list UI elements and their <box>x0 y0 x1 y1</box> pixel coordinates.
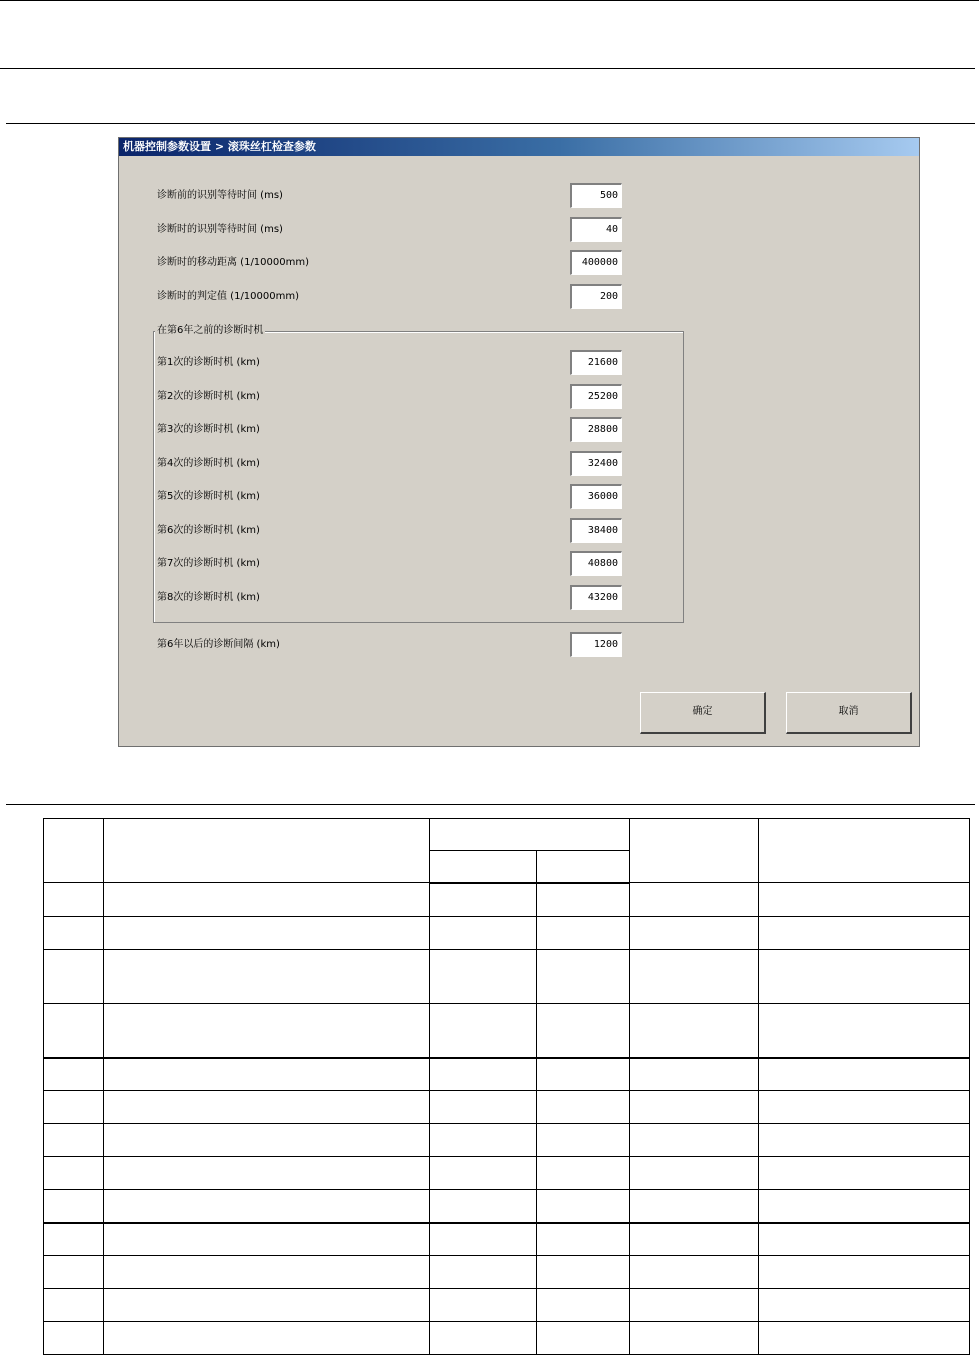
timing-label: 第8次的诊断时机 (km) <box>157 592 260 603</box>
table-cell <box>630 1190 759 1223</box>
param-label: 诊断时的识别等待时间 (ms) <box>157 224 283 235</box>
ok-button[interactable]: 确定 <box>640 692 766 734</box>
param-input[interactable]: 40 <box>570 217 622 242</box>
table-cell <box>44 1004 104 1058</box>
table-cell <box>430 950 537 1004</box>
dialog-title: 机器控制参数设置 > 滚珠丝杠检查参数 <box>119 138 919 156</box>
param-label: 诊断时的判定值 (1/10000mm) <box>157 291 300 302</box>
table-cell <box>759 1322 970 1355</box>
table-cell <box>430 917 537 950</box>
interval-label: 第6年以后的诊断间隔 (km) <box>157 639 280 650</box>
table-row <box>44 1256 970 1289</box>
table-cell <box>104 917 430 950</box>
cancel-button[interactable]: 取消 <box>786 692 912 734</box>
table-cell <box>430 1124 537 1157</box>
header-cell <box>430 819 630 851</box>
table-cell <box>759 917 970 950</box>
param-label: 诊断时的移动距离 (1/10000mm) <box>157 257 310 268</box>
header-cell <box>537 851 630 883</box>
rule-4 <box>6 804 975 805</box>
header-cell <box>44 819 104 883</box>
param-input[interactable]: 200 <box>570 284 622 309</box>
table-cell <box>44 1058 104 1091</box>
table-cell <box>104 883 430 917</box>
table-cell <box>630 1058 759 1091</box>
table-cell <box>759 1124 970 1157</box>
table-cell <box>44 950 104 1004</box>
table-cell <box>759 1256 970 1289</box>
table-cell <box>759 1190 970 1223</box>
table-cell <box>537 1322 630 1355</box>
table-row <box>44 1223 970 1256</box>
group-caption: 在第6年之前的诊断时机 <box>157 325 264 336</box>
table-cell <box>537 1256 630 1289</box>
timing-input[interactable]: 40800 <box>570 551 622 576</box>
table-cell <box>759 950 970 1004</box>
table-cell <box>430 1091 537 1124</box>
table-cell <box>759 1157 970 1190</box>
table-cell <box>759 1223 970 1256</box>
table-cell <box>104 1256 430 1289</box>
table-cell <box>104 1091 430 1124</box>
param-input[interactable]: 400000 <box>570 250 622 275</box>
table-header-row <box>44 819 970 851</box>
table-cell <box>430 1190 537 1223</box>
table-cell <box>104 950 430 1004</box>
param-input[interactable]: 500 <box>570 183 622 208</box>
timing-input[interactable]: 28800 <box>570 417 622 442</box>
timing-label: 第7次的诊断时机 (km) <box>157 558 260 569</box>
table-cell <box>759 1004 970 1058</box>
table-cell <box>104 1124 430 1157</box>
table-cell <box>630 1322 759 1355</box>
table-cell <box>759 1091 970 1124</box>
table-cell <box>430 1157 537 1190</box>
table-cell <box>537 917 630 950</box>
table-cell <box>537 1091 630 1124</box>
table-cell <box>44 1289 104 1322</box>
table-cell <box>44 1256 104 1289</box>
table-cell <box>630 1004 759 1058</box>
timing-label: 第2次的诊断时机 (km) <box>157 391 260 402</box>
timing-input[interactable]: 38400 <box>570 518 622 543</box>
timing-input[interactable]: 25200 <box>570 384 622 409</box>
table-cell <box>630 1289 759 1322</box>
table-row <box>44 1124 970 1157</box>
table-cell <box>537 1289 630 1322</box>
table-row <box>44 1322 970 1355</box>
interval-input[interactable]: 1200 <box>570 632 622 657</box>
table-cell <box>630 883 759 917</box>
timing-input[interactable]: 21600 <box>570 350 622 375</box>
table-row <box>44 1004 970 1058</box>
table-row <box>44 950 970 1004</box>
ballscrew-check-dialog <box>118 137 920 747</box>
table-cell <box>44 1322 104 1355</box>
timing-input[interactable]: 43200 <box>570 585 622 610</box>
table-cell <box>630 950 759 1004</box>
table-cell <box>630 1256 759 1289</box>
timing-input[interactable]: 32400 <box>570 451 622 476</box>
table-cell <box>104 1004 430 1058</box>
table-cell <box>630 1091 759 1124</box>
table-row <box>44 1058 970 1091</box>
table-cell <box>759 1058 970 1091</box>
timing-label: 第1次的诊断时机 (km) <box>157 357 260 368</box>
table-cell <box>44 1223 104 1256</box>
header-cell <box>630 819 759 883</box>
table-cell <box>537 1124 630 1157</box>
table-cell <box>630 1124 759 1157</box>
table-cell <box>630 1157 759 1190</box>
table-cell <box>104 1322 430 1355</box>
table-row <box>44 917 970 950</box>
table-cell <box>537 1190 630 1223</box>
table-cell <box>44 1124 104 1157</box>
table-cell <box>430 1289 537 1322</box>
table-row <box>44 1289 970 1322</box>
table-cell <box>759 883 970 917</box>
timing-label: 第3次的诊断时机 (km) <box>157 424 260 435</box>
table-cell <box>537 1058 630 1091</box>
table-cell <box>430 1322 537 1355</box>
table-cell <box>44 1157 104 1190</box>
table-row <box>44 1157 970 1190</box>
table-cell <box>430 1223 537 1256</box>
header-cell <box>430 851 537 883</box>
rule-3 <box>6 123 975 124</box>
table-cell <box>430 1256 537 1289</box>
table-cell <box>104 1190 430 1223</box>
table-cell <box>537 950 630 1004</box>
table-cell <box>537 1223 630 1256</box>
table-cell <box>104 1157 430 1190</box>
table-cell <box>44 1190 104 1223</box>
table-cell <box>104 1289 430 1322</box>
table-cell <box>759 1289 970 1322</box>
table-cell <box>630 917 759 950</box>
table-cell <box>537 1004 630 1058</box>
rule-2 <box>0 68 975 69</box>
table-cell <box>44 883 104 917</box>
table-cell <box>104 1058 430 1091</box>
table-row <box>44 883 970 917</box>
table-cell <box>44 1091 104 1124</box>
header-cell <box>104 819 430 883</box>
header-cell <box>759 819 970 883</box>
table-cell <box>537 1157 630 1190</box>
top-rule <box>0 0 979 1</box>
table-row <box>44 1190 970 1223</box>
param-label: 诊断前的识别等待时间 (ms) <box>157 190 283 201</box>
table-cell <box>430 1058 537 1091</box>
table-cell <box>104 1223 430 1256</box>
table-cell <box>630 1223 759 1256</box>
timing-input[interactable]: 36000 <box>570 484 622 509</box>
timing-label: 第4次的诊断时机 (km) <box>157 458 260 469</box>
table-cell <box>430 1004 537 1058</box>
table-cell <box>44 917 104 950</box>
timing-label: 第5次的诊断时机 (km) <box>157 491 260 502</box>
timing-label: 第6次的诊断时机 (km) <box>157 525 260 536</box>
table-row <box>44 1091 970 1124</box>
record-table <box>43 818 970 1355</box>
table-cell <box>430 883 537 917</box>
table-cell <box>537 883 630 917</box>
